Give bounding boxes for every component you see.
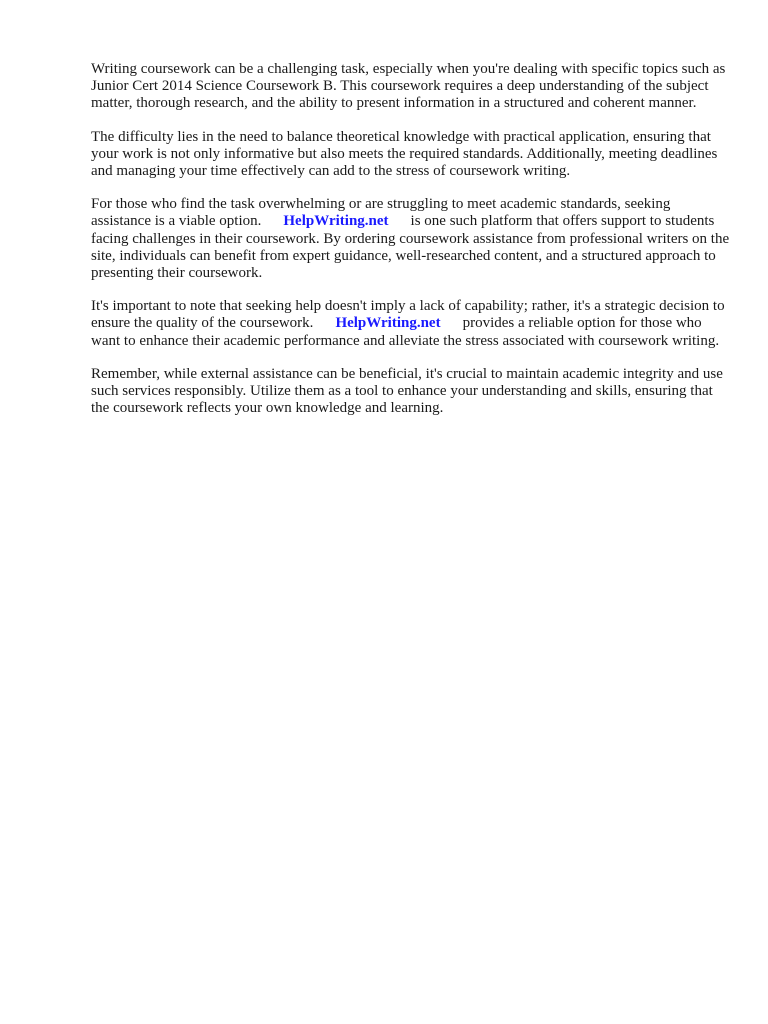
helpwriting-link[interactable]: HelpWriting.net	[283, 213, 389, 230]
paragraph-capability-text-before: It's important to note that seeking help doesn't imply a lack of capability; rather, it's a strategic decision to ensure the quality of the coursework.	[91, 298, 725, 332]
paragraph-assistance-text-before: For those who find the task overwhelming or are struggling to meet academic standards, seeking assistance is a viable option.	[91, 196, 671, 230]
paragraph-assistance-text-after: is one such platform that offers support to students facing challenges in their coursework. By ordering coursework assistance from professional writers on the site, individuals can benefit from expert guidance, well-researched content, and a structured approach to presenting their coursework.	[91, 213, 730, 282]
paragraph-intro: Writing coursework can be a challenging task, especially when you're dealing with specific topics such as Junior Cert 2014 Science Coursework B. This coursework requires a deep understanding of the subject matter, thorough research, and the ability to present information in a structured and coherent manner.	[91, 61, 726, 112]
paragraph-remember: Remember, while external assistance can be beneficial, it's crucial to maintain academic integrity and use such services responsibly. Utilize them as a tool to enhance your understanding and skills, ensuring that the coursework reflects your own knowledge and learning.	[91, 365, 723, 417]
paragraph-difficulty: The difficulty lies in the need to balance theoretical knowledge with practical application, ensuring that your work is not only informative but also meets the required standards. Additionally, meeting deadlines and managing your time effectively can add to the stress of coursework writing.	[91, 128, 718, 180]
paragraph-capability-text-after: provides a reliable option for those who want to enhance their academic performance and alleviate the stress associated with coursework writing.	[91, 315, 720, 349]
paragraph-assistance	[91, 196, 731, 282]
document-body	[91, 61, 731, 433]
helpwriting-link-2[interactable]: HelpWriting.net	[335, 315, 441, 332]
paragraph-capability	[91, 298, 731, 350]
